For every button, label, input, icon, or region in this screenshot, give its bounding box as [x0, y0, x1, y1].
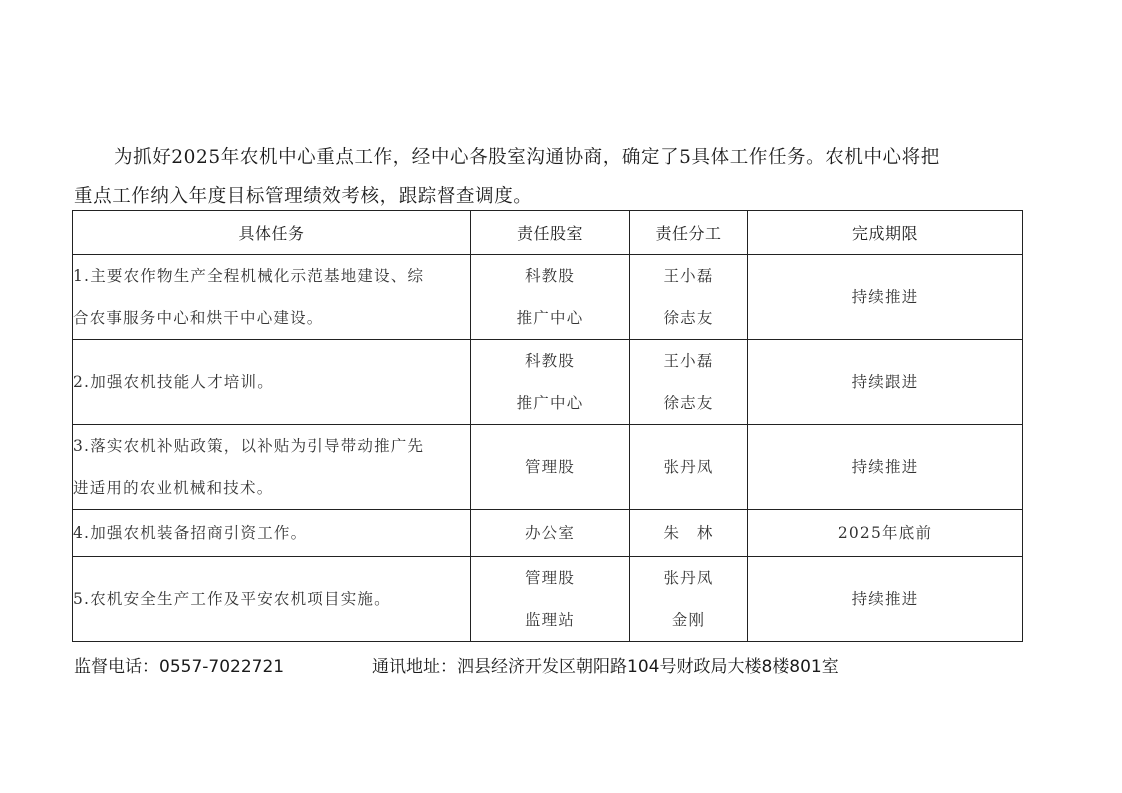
owner-text: 王小磊	[663, 352, 714, 370]
intro-line-2: 重点工作纳入年度目标管理绩效考核，跟踪督查调度。	[74, 186, 533, 207]
deadline-cell: 2025年底前	[748, 510, 1023, 557]
owner-cell	[630, 510, 748, 557]
task-text: 5.农机安全生产工作及平安农机项目实施。	[73, 590, 391, 608]
dept-cell	[471, 557, 630, 642]
owner-cell	[630, 557, 748, 642]
table-row	[73, 557, 1023, 642]
task-cell	[73, 425, 471, 510]
dept-cell	[471, 340, 630, 425]
task-text: 3.落实农机补贴政策，以补贴为引导带动推广先	[73, 437, 425, 455]
intro-paragraph	[74, 138, 1050, 216]
owner-text: 徐志友	[663, 309, 714, 327]
owner-text: 张丹凤	[663, 458, 714, 476]
task-table	[72, 210, 1023, 642]
task-cell	[73, 340, 471, 425]
header-owner: 责任分工	[630, 211, 748, 255]
owner-cell	[630, 425, 748, 510]
owner-text: 张丹凤	[663, 569, 714, 587]
table-row	[73, 255, 1023, 340]
table-row	[73, 425, 1023, 510]
supervision-phone: 监督电话：0557-7022721	[74, 657, 285, 677]
task-text: 4.加强农机装备招商引资工作。	[73, 524, 308, 542]
intro-line-1: 为抓好2025年农机中心重点工作，经中心各股室沟通协商，确定了5具体工作任务。农机中心将把	[114, 147, 940, 168]
task-cell	[73, 510, 471, 557]
mailing-address: 通讯地址：泗县经济开发区朝阳路104号财政局大楼8楼801室	[372, 657, 839, 677]
dept-text: 推广中心	[516, 309, 584, 327]
dept-text: 科教股	[524, 267, 576, 285]
table-row	[73, 340, 1023, 425]
task-text: 进适用的农业机械和技术。	[73, 479, 274, 497]
owner-text: 金刚	[671, 611, 706, 629]
task-text: 2.加强农机技能人才培训。	[73, 373, 274, 391]
table-header-row	[73, 211, 1023, 255]
deadline-cell: 持续推进	[748, 557, 1023, 642]
dept-text: 管理股	[524, 458, 576, 476]
deadline-cell: 持续推进	[748, 255, 1023, 340]
dept-text: 管理股	[524, 569, 576, 587]
owner-text: 徐志友	[663, 394, 714, 412]
dept-cell	[471, 510, 630, 557]
task-cell	[73, 255, 471, 340]
task-text: 1.主要农作物生产全程机械化示范基地建设、综	[73, 267, 425, 285]
owner-text: 朱 林	[663, 524, 714, 542]
dept-text: 推广中心	[516, 394, 584, 412]
task-text: 合农事服务中心和烘干中心建设。	[73, 309, 324, 327]
dept-text: 监理站	[524, 611, 576, 629]
owner-cell	[630, 340, 748, 425]
owner-text: 王小磊	[663, 267, 714, 285]
deadline-cell: 持续推进	[748, 425, 1023, 510]
deadline-cell: 持续跟进	[748, 340, 1023, 425]
task-cell	[73, 557, 471, 642]
dept-cell	[471, 255, 630, 340]
owner-cell	[630, 255, 748, 340]
dept-text: 科教股	[524, 352, 576, 370]
header-dept: 责任股室	[471, 211, 630, 255]
table-row	[73, 510, 1023, 557]
dept-text: 办公室	[524, 524, 576, 542]
dept-cell	[471, 425, 630, 510]
header-task: 具体任务	[73, 211, 471, 255]
header-deadline: 完成期限	[748, 211, 1023, 255]
